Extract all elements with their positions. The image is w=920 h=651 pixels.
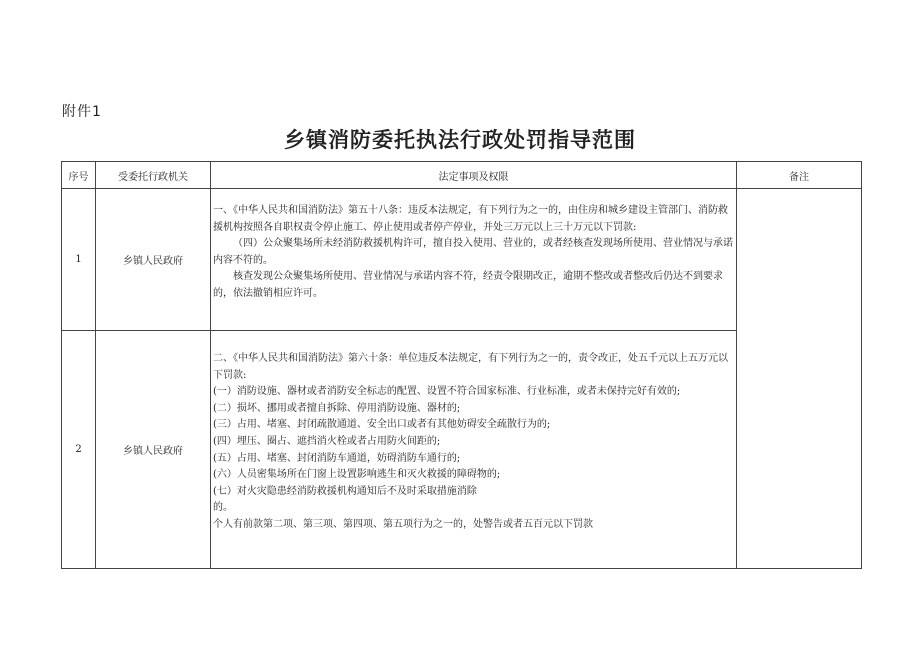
row-legal-matters [211, 331, 737, 569]
clause-item: (二）损坏、挪用或者擅自拆除、停用消防设施、器材的; [213, 402, 461, 414]
page-title: 乡镇消防委托执法行政处罚指导范围 [284, 128, 636, 152]
row-serial-no: 1 [62, 189, 96, 331]
clause-paragraph: 二、《中华人民共和国消防法》第六十条：单位违反本法规定，有下列行为之一的，责令改正，处五千元以上五万元以下罚款: [213, 353, 728, 381]
row-serial-no: 2 [62, 331, 96, 569]
clause-item: (五）占用、堵塞、封闭消防车通道，妨碍消防车通行的; [213, 452, 461, 464]
clause-item: 的。 [213, 502, 233, 514]
row-agency: 乡镇人民政府 [96, 189, 211, 331]
header-entrusted-agency: 受委托行政机关 [96, 162, 211, 189]
clause-paragraph: （四）公众聚集场所未经消防救援机构许可，擅自投入使用、营业的，或者经核查发现场所使用、营业情况与承诺内容不符的。 [213, 238, 733, 266]
clause-item: (三）占用、堵塞、封闭疏散通道、安全出口或者有其他妨碍安全疏散行为的; [213, 419, 551, 431]
clause-paragraph: 核查发现公众聚集场所使用、营业情况与承诺内容不符，经责令限期改正，逾期不整改或者整改后仍达不到要求的，依法撤销相应许可。 [213, 271, 723, 299]
clause-item: (六）人员密集场所在门窗上设置影响逃生和灭火救援的障碍物的; [213, 469, 501, 481]
row-legal-matters [211, 189, 737, 331]
attachment-label: 附件1 [62, 104, 102, 120]
clause-paragraph: 一、《中华人民共和国消防法》第五十八条：违反本法规定，有下列行为之一的，由住房和城乡建设主管部门、消防救援机构按照各自职权责令停止施工、停止使用或者停产停业，并处三万元以上三十万元以下罚款: [213, 205, 728, 233]
table-header-row [62, 162, 862, 189]
header-legal-matters: 法定事项及权限 [211, 162, 737, 189]
penalty-scope-table [61, 161, 862, 569]
remarks-cell [737, 189, 862, 569]
row-agency: 乡镇人民政府 [96, 331, 211, 569]
clause-item: (一）消防设施、器材或者消防安全标志的配置、设置不符合国家标准、行业标准，或者未保持完好有效的; [213, 386, 681, 398]
table-row [62, 189, 862, 331]
clause-paragraph: 个人有前款第二项、第三项、第四项、第五项行为之一的，处警告或者五百元以下罚款 [213, 518, 593, 530]
header-remarks: 备注 [737, 162, 862, 189]
clause-item: (四）埋压、圈占、遮挡消火栓或者占用防火间距的; [213, 435, 441, 447]
header-serial-no: 序号 [62, 162, 96, 189]
clause-item: (七）对火灾隐患经消防救援机构通知后不及时采取措施消除 [213, 485, 477, 497]
